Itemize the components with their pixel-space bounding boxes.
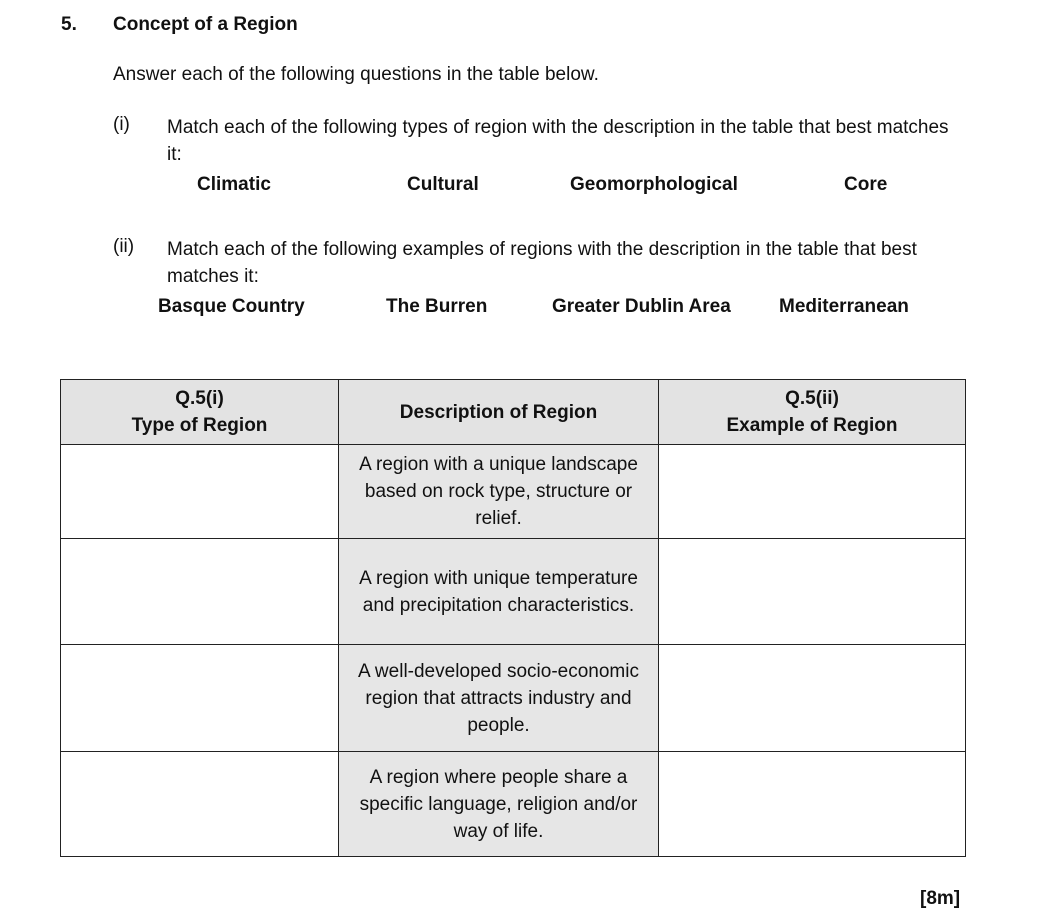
part-ii-options [0,296,1061,326]
type-answer-cell[interactable] [61,539,339,645]
header-q5ii: Q.5(ii) [785,388,839,409]
header-example-of-region [659,380,966,445]
part-i-options [0,174,1061,204]
example-answer-cell[interactable] [659,645,966,752]
option-greater-dublin-area: Greater Dublin Area [552,296,731,317]
description-cell: A well-developed socio-economic region that attracts industry and people. [339,645,659,752]
part-i-text: Match each of the following types of region with the description in the table that best matches it: [167,117,949,165]
part-ii-label: (ii) [113,236,135,257]
question-title: Concept of a Region [113,14,298,35]
table-header-row [61,380,966,445]
header-q5i: Q.5(i) [175,388,224,409]
option-geomorphological: Geomorphological [570,174,738,195]
example-answer-cell[interactable] [659,445,966,539]
answer-table [60,379,966,857]
description-cell: A region with unique temperature and precipitation characteristics. [339,539,659,645]
example-answer-cell[interactable] [659,539,966,645]
header-example-label: Example of Region [726,415,898,436]
question-number: 5. [61,14,77,35]
option-the-burren: The Burren [386,296,488,317]
header-description-label: Description of Region [399,401,598,423]
table-row [61,752,966,857]
option-basque-country: Basque Country [158,296,305,317]
header-type-of-region [61,380,339,445]
type-answer-cell[interactable] [61,752,339,857]
example-answer-cell[interactable] [659,752,966,857]
part-ii-text: Match each of the following examples of regions with the description in the table that best matches it: [167,239,917,287]
table-row [61,645,966,752]
table-row [61,445,966,539]
type-answer-cell[interactable] [61,645,339,752]
option-mediterranean: Mediterranean [779,296,909,317]
description-cell: A region with a unique landscape based on rock type, structure or relief. [339,445,659,539]
marks-label: [8m] [920,888,961,909]
instruction-text: Answer each of the following questions in the table below. [113,64,599,85]
header-type-label: Type of Region [131,415,268,436]
header-description [339,380,659,445]
option-cultural: Cultural [407,174,479,195]
table-row [61,539,966,645]
option-climatic: Climatic [197,174,271,195]
option-core: Core [844,174,888,195]
description-cell: A region where people share a specific language, religion and/or way of life. [339,752,659,857]
part-i-label: (i) [113,114,130,135]
type-answer-cell[interactable] [61,445,339,539]
